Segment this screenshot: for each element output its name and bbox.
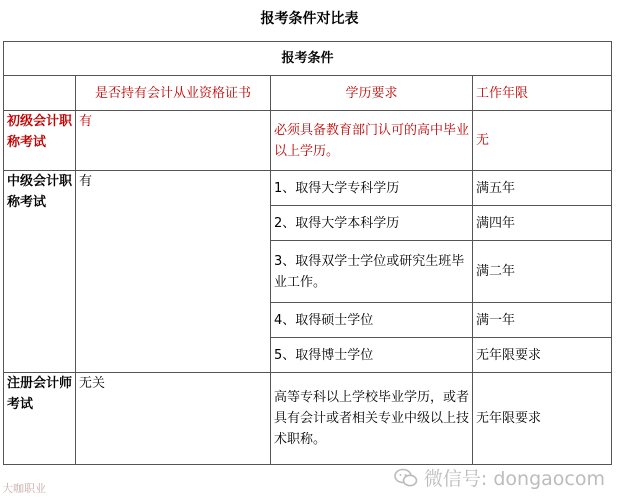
document-title: 报考条件对比表	[260, 11, 359, 27]
watermark-left: 大咖职业	[2, 482, 46, 495]
table-row	[4, 373, 612, 465]
intermediate-years-5: 无年限要求	[473, 338, 612, 373]
intermediate-years-4: 满一年	[473, 303, 612, 338]
table-row	[4, 171, 612, 206]
column-header-education: 学历要求	[271, 76, 473, 111]
column-header-certificate: 是否持有会计从业资格证书	[76, 76, 271, 111]
watermark-right	[394, 464, 605, 491]
intermediate-years-2: 满四年	[473, 206, 612, 241]
cpa-education: 高等专科以上学校毕业学历，或者具有会计或者相关专业中级以上技术职称。	[271, 373, 473, 465]
intermediate-certificate: 有	[76, 171, 271, 373]
intermediate-education-2: 2、取得大学本科学历	[271, 206, 473, 241]
column-header-row	[4, 76, 612, 111]
intermediate-education-4: 4、取得硕士学位	[271, 303, 473, 338]
primary-education: 必须具备教育部门认可的高中毕业以上学历。	[271, 111, 473, 171]
primary-years: 无	[473, 111, 612, 171]
wechat-icon	[394, 468, 418, 488]
cpa-certificate: 无关	[76, 373, 271, 465]
table-header: 报考条件	[4, 42, 612, 76]
intermediate-years-1: 满五年	[473, 171, 612, 206]
empty-corner-cell	[4, 76, 76, 111]
intermediate-education-5: 5、取得博士学位	[271, 338, 473, 373]
column-header-years: 工作年限	[473, 76, 612, 111]
row-label-cpa: 注册会计师考试	[4, 373, 76, 465]
intermediate-education-3: 3、取得双学士学位或研究生班毕业工作。	[271, 241, 473, 303]
cpa-years: 无年限要求	[473, 373, 612, 465]
requirements-table	[3, 41, 612, 465]
watermark-right-text: 微信号: dongaocom	[423, 468, 605, 490]
row-label-intermediate: 中级会计职称考试	[4, 171, 76, 373]
row-label-primary: 初级会计职称考试	[4, 111, 76, 171]
table-row	[4, 111, 612, 171]
intermediate-education-1: 1、取得大学专科学历	[271, 171, 473, 206]
table-header-row	[4, 42, 612, 76]
intermediate-years-3: 满二年	[473, 241, 612, 303]
primary-certificate: 有	[76, 111, 271, 171]
